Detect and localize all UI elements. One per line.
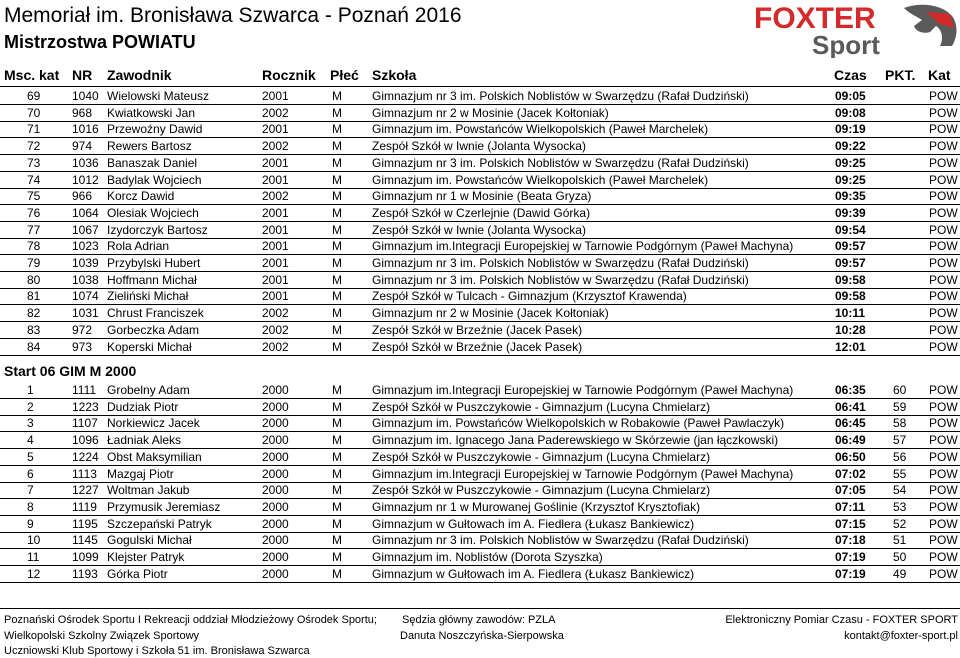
cell-kat: POW (929, 105, 958, 120)
table-row (0, 399, 960, 416)
cell-msc: 1 (27, 383, 34, 397)
cell-sex: M (332, 222, 342, 237)
cell-sex: M (332, 105, 342, 120)
cell-year: 2000 (262, 383, 289, 397)
cell-kat: POW (929, 533, 958, 548)
cell-msc: 83 (27, 322, 41, 337)
table-row (0, 322, 960, 339)
cell-year: 2000 (262, 416, 289, 431)
cell-sex: M (332, 516, 342, 531)
table-row (0, 482, 960, 499)
cell-kat: POW (929, 306, 958, 321)
cell-year: 2002 (262, 322, 289, 337)
cell-nr: 1064 (72, 205, 99, 220)
cell-name: Kwiatkowski Jan (107, 105, 196, 120)
cell-time: 09:54 (835, 222, 866, 237)
col-name-header: Zawodnik (107, 67, 172, 83)
cell-school: Gimnazjum im. Powstańców Wielkopolskich w Robakowie (Paweł Pawlaczyk) (372, 416, 785, 431)
table-row (0, 88, 960, 105)
cell-nr: 1227 (72, 483, 99, 498)
cell-year: 2000 (262, 433, 289, 448)
cell-year: 2002 (262, 105, 289, 120)
cell-time: 10:28 (835, 322, 866, 337)
cell-nr: 1031 (72, 306, 99, 321)
cell-school: Gimnazjum w Gułtowach im A. Fiedlera (Łukasz Bankiewicz) (372, 516, 695, 531)
table-row (0, 205, 960, 222)
table-row (0, 382, 960, 399)
cell-time: 09:57 (835, 256, 866, 270)
cell-sex: M (332, 122, 342, 137)
table-row (0, 188, 960, 205)
cell-nr: 1040 (72, 89, 99, 103)
cell-year: 2002 (262, 189, 289, 204)
cell-nr: 1113 (72, 466, 97, 481)
cell-kat: POW (929, 222, 958, 237)
cell-pkt: 57 (893, 433, 907, 448)
cell-msc: 82 (27, 306, 41, 321)
col-school-header: Szkoła (372, 67, 417, 83)
cell-kat: POW (929, 566, 958, 581)
cell-msc: 79 (27, 256, 41, 270)
cell-nr: 1012 (72, 172, 99, 187)
cell-sex: M (332, 416, 342, 431)
cell-name: Gogulski Michał (107, 533, 192, 548)
cell-kat: POW (929, 322, 958, 337)
cell-time: 09:25 (835, 155, 866, 170)
cell-name: Koperski Michał (107, 339, 192, 354)
cell-name: Izydorczyk Bartosz (107, 222, 208, 237)
cell-name: Przymusik Jeremiasz (107, 499, 221, 514)
cell-nr: 1223 (72, 399, 99, 414)
cell-year: 2001 (262, 122, 289, 137)
footer-contact[interactable]: kontakt@foxter-sport.pl (844, 630, 958, 642)
cell-year: 2000 (262, 516, 289, 531)
table-row (0, 466, 960, 483)
table-row (0, 121, 960, 138)
cell-year: 2000 (262, 533, 289, 548)
cell-time: 09:57 (835, 239, 866, 254)
cell-school: Gimnazjum im. Ignacego Jana Paderewskiego w Skórzewie (jan łączkowski) (372, 433, 779, 448)
cell-nr: 1107 (72, 416, 98, 431)
col-nr-header: NR (72, 67, 93, 83)
cell-sex: M (332, 449, 342, 464)
cell-school: Gimnazjum nr 3 im. Polskich Noblistów w Swarzędzu (Rafał Dudziński) (372, 272, 749, 287)
cell-nr: 1099 (72, 550, 99, 564)
cell-kat: POW (929, 239, 958, 254)
cell-kat: POW (929, 433, 958, 448)
cell-sex: M (332, 172, 342, 187)
cell-kat: POW (929, 189, 958, 204)
footer-timing: Elektroniczny Pomiar Czasu - FOXTER SPORT (725, 614, 958, 626)
table-row (0, 339, 960, 356)
cell-sex: M (332, 306, 342, 321)
cell-school: Gimnazjum nr 1 w Murowanej Goślinie (Krzysztof Krysztofiak) (372, 499, 701, 514)
cell-sex: M (332, 289, 342, 304)
cell-sex: M (332, 205, 342, 220)
cell-pkt: 58 (893, 416, 907, 431)
cell-nr: 1224 (72, 449, 99, 464)
cell-pkt: 55 (893, 466, 907, 481)
cell-pkt: 52 (893, 516, 907, 531)
cell-school: Gimnazjum im. Powstańców Wielkopolskich (Paweł Marchelek) (372, 122, 709, 137)
cell-nr: 1111 (72, 383, 97, 397)
cell-nr: 1193 (72, 566, 98, 581)
cell-sex: M (332, 383, 342, 397)
cell-nr: 1039 (72, 256, 99, 270)
cell-name: Klejster Patryk (107, 550, 185, 564)
cell-time: 07:11 (835, 499, 866, 514)
cell-sex: M (332, 272, 342, 287)
cell-msc: 69 (27, 89, 41, 103)
cell-pkt: 56 (893, 449, 907, 464)
cell-year: 2002 (262, 306, 289, 321)
cell-nr: 1036 (72, 155, 99, 170)
table-row (0, 138, 960, 155)
cell-kat: POW (929, 205, 958, 220)
table-row (0, 105, 960, 122)
cell-name: Badylak Wojciech (107, 172, 202, 187)
footer-judge-name: Danuta Noszczyńska-Sierpowska (400, 630, 564, 642)
cell-msc: 74 (27, 172, 41, 187)
cell-year: 2000 (262, 550, 289, 564)
cell-nr: 973 (72, 339, 93, 354)
cell-school: Gimnazjum im.Integracji Europejskiej w Tarnowie Podgórnym (Paweł Machyna) (372, 466, 794, 481)
cell-sex: M (332, 322, 342, 337)
table-row (0, 415, 960, 432)
cell-nr: 1145 (72, 533, 98, 548)
cell-msc: 7 (27, 483, 34, 498)
table-row (0, 255, 960, 272)
cell-name: Chrust Franciszek (107, 306, 204, 321)
cell-year: 2002 (262, 139, 289, 154)
cell-pkt: 59 (893, 399, 907, 414)
cell-school: Gimnazjum nr 3 im. Polskich Noblistów w Swarzędzu (Rafał Dudziński) (372, 89, 749, 103)
cell-pkt: 54 (893, 483, 907, 498)
cell-msc: 9 (27, 516, 34, 531)
cell-name: Norkiewicz Jacek (107, 416, 200, 431)
cell-nr: 968 (72, 105, 93, 120)
cell-time: 07:02 (835, 466, 866, 481)
cell-year: 2000 (262, 566, 289, 581)
cell-name: Dudziak Piotr (107, 399, 179, 414)
cell-school: Gimnazjum nr 1 w Mosinie (Beata Gryza) (372, 189, 592, 204)
cell-name: Przewoźny Dawid (107, 122, 203, 137)
cell-sex: M (332, 433, 342, 448)
cell-name: Hoffmann Michał (107, 272, 197, 287)
cell-time: 06:50 (835, 449, 866, 464)
cell-year: 2001 (262, 155, 289, 170)
cell-sex: M (332, 466, 342, 481)
table-row (0, 532, 960, 549)
cell-time: 06:35 (835, 383, 866, 397)
cell-time: 09:05 (835, 89, 866, 103)
cell-name: Obst Maksymilian (107, 449, 202, 464)
cell-year: 2001 (262, 172, 289, 187)
cell-time: 07:15 (835, 516, 866, 531)
table-row (0, 238, 960, 255)
cell-msc: 80 (27, 272, 41, 287)
cell-pkt: 50 (893, 550, 907, 564)
cell-school: Zespół Szkół w Puszczykowie - Gimnazjum (Lucyna Chmielarz) (372, 483, 711, 498)
cell-name: Gorbeczka Adam (107, 322, 200, 337)
cell-msc: 81 (27, 289, 41, 304)
cell-sex: M (332, 139, 342, 154)
cell-time: 09:08 (835, 105, 866, 120)
cell-msc: 2 (27, 399, 34, 414)
cell-sex: M (332, 399, 342, 414)
cell-kat: POW (929, 483, 958, 498)
cell-school: Gimnazjum im.Integracji Europejskiej w Tarnowie Podgórnym (Paweł Machyna) (372, 383, 794, 397)
cell-sex: M (332, 256, 342, 270)
cell-school: Zespół Szkół w Brzeźnie (Jacek Pasek) (372, 322, 583, 337)
section-title: Start 06 GIM M 2000 (4, 363, 137, 379)
logo-top-text: FOXTER (754, 2, 876, 35)
cell-school: Zespół Szkół w Tulcach - Gimnazjum (Krzysztof Krawenda) (372, 289, 687, 304)
footer-judge-label: Sędzia główny zawodów: PZLA (402, 614, 556, 626)
page-title: Memoriał im. Bronisława Szwarca - Poznań 2016 (4, 4, 462, 27)
foxter-sport-logo (754, 2, 959, 58)
cell-msc: 6 (27, 466, 34, 481)
cell-nr: 1195 (72, 516, 98, 531)
cell-time: 06:41 (835, 399, 866, 414)
cell-name: Grobelny Adam (107, 383, 190, 397)
cell-time: 09:19 (835, 122, 866, 137)
table-row (0, 432, 960, 449)
cell-name: Woltman Jakub (107, 483, 190, 498)
table-row (0, 549, 960, 566)
cell-msc: 3 (27, 416, 34, 431)
table-row (0, 155, 960, 172)
cell-school: Gimnazjum im. Noblistów (Dorota Szyszka) (372, 550, 603, 564)
cell-school: Zespół Szkół w Iwnie (Jolanta Wysocka) (372, 139, 586, 154)
horse-head-icon (904, 5, 957, 46)
cell-msc: 11 (27, 550, 40, 564)
footer-org-3: Uczniowski Klub Sportowy i Szkoła 51 im. Bronisława Szwarca (4, 645, 310, 657)
cell-school: Gimnazjum im.Integracji Europejskiej w Tarnowie Podgórnym (Paweł Machyna) (372, 239, 794, 254)
table-row (0, 449, 960, 466)
cell-year: 2001 (262, 222, 289, 237)
cell-kat: POW (929, 289, 958, 304)
cell-name: Ładniak Aleks (107, 433, 182, 448)
table-row (0, 305, 960, 322)
cell-sex: M (332, 483, 342, 498)
cell-school: Zespół Szkół w Iwnie (Jolanta Wysocka) (372, 222, 586, 237)
cell-name: Rewers Bartosz (107, 139, 192, 154)
cell-school: Zespół Szkół w Brzeźnie (Jacek Pasek) (372, 339, 583, 354)
cell-msc: 4 (27, 433, 34, 448)
cell-year: 2000 (262, 399, 289, 414)
cell-nr: 1067 (72, 222, 99, 237)
cell-time: 06:45 (835, 416, 866, 431)
cell-sex: M (332, 189, 342, 204)
cell-kat: POW (929, 256, 958, 270)
cell-sex: M (332, 533, 342, 548)
cell-nr: 1119 (72, 499, 97, 514)
cell-kat: POW (929, 550, 958, 564)
cell-msc: 75 (27, 189, 41, 204)
cell-school: Zespół Szkół w Puszczykowie - Gimnazjum (Lucyna Chmielarz) (372, 399, 711, 414)
cell-kat: POW (929, 399, 958, 414)
table-row (0, 499, 960, 516)
table-row (0, 272, 960, 289)
cell-msc: 71 (27, 122, 41, 137)
cell-time: 07:19 (835, 550, 866, 564)
col-pkt-header: PKT. (885, 67, 916, 83)
cell-msc: 8 (27, 499, 34, 514)
cell-time: 09:25 (835, 172, 866, 187)
cell-year: 2001 (262, 205, 289, 220)
cell-nr: 974 (72, 139, 93, 154)
cell-kat: POW (929, 449, 958, 464)
col-msc-header: Msc. kat (4, 67, 60, 83)
cell-school: Zespół Szkół w Puszczykowie - Gimnazjum (Lucyna Chmielarz) (372, 449, 711, 464)
footer-org-1: Poznański Ośrodek Sportu I Rekreacji oddział Młodzieżowy Ośrodek Sportu; (4, 614, 377, 626)
cell-sex: M (332, 89, 342, 103)
cell-school: Gimnazjum nr 3 im. Polskich Noblistów w Swarzędzu (Rafał Dudziński) (372, 533, 749, 548)
cell-year: 2000 (262, 483, 289, 498)
cell-nr: 972 (72, 322, 93, 337)
cell-year: 2002 (262, 339, 289, 354)
cell-kat: POW (929, 466, 958, 481)
cell-msc: 84 (27, 339, 41, 354)
cell-name: Mazgaj Piotr (107, 466, 174, 481)
cell-kat: POW (929, 416, 958, 431)
cell-name: Szczepański Patryk (107, 516, 212, 531)
header-divider (0, 86, 960, 87)
cell-school: Gimnazjum w Gułtowach im A. Fiedlera (Łukasz Bankiewicz) (372, 566, 695, 581)
cell-school: Gimnazjum nr 3 im. Polskich Noblistów w Swarzędzu (Rafał Dudziński) (372, 256, 749, 270)
table-row (0, 566, 960, 583)
cell-time: 07:19 (835, 566, 866, 581)
cell-year: 2000 (262, 449, 289, 464)
cell-kat: POW (929, 383, 958, 397)
cell-msc: 77 (27, 222, 41, 237)
cell-time: 09:35 (835, 189, 866, 204)
cell-msc: 73 (27, 155, 41, 170)
cell-time: 10:11 (835, 306, 866, 321)
cell-time: 07:18 (835, 533, 866, 548)
cell-school: Gimnazjum nr 2 w Mosinie (Jacek Kołtoniak) (372, 306, 609, 321)
cell-msc: 12 (27, 566, 41, 581)
cell-name: Rola Adrian (107, 239, 170, 254)
col-time-header: Czas (834, 67, 867, 83)
cell-kat: POW (929, 339, 958, 354)
cell-kat: POW (929, 516, 958, 531)
cell-kat: POW (929, 499, 958, 514)
cell-nr: 1038 (72, 272, 99, 287)
cell-pkt: 49 (893, 566, 907, 581)
cell-pkt: 53 (893, 499, 907, 514)
table-row (0, 222, 960, 239)
cell-kat: POW (929, 139, 958, 154)
page-subtitle: Mistrzostwa POWIATU (4, 32, 196, 52)
cell-sex: M (332, 155, 342, 170)
cell-time: 09:58 (835, 289, 866, 304)
cell-sex: M (332, 339, 342, 354)
cell-nr: 1023 (72, 239, 99, 254)
cell-msc: 10 (27, 533, 41, 548)
cell-msc: 72 (27, 139, 41, 154)
cell-time: 09:39 (835, 205, 866, 220)
table-row (0, 172, 960, 189)
cell-kat: POW (929, 272, 958, 287)
cell-time: 12:01 (835, 339, 866, 354)
cell-kat: POW (929, 122, 958, 137)
cell-msc: 76 (27, 205, 41, 220)
cell-year: 2000 (262, 466, 289, 481)
cell-year: 2001 (262, 272, 289, 287)
cell-kat: POW (929, 89, 958, 103)
col-kat-header: Kat (928, 67, 951, 83)
cell-kat: POW (929, 172, 958, 187)
cell-time: 09:22 (835, 139, 866, 154)
cell-year: 2001 (262, 256, 289, 270)
cell-name: Korcz Dawid (107, 189, 175, 204)
cell-name: Banaszak Daniel (107, 155, 198, 170)
cell-year: 2001 (262, 239, 289, 254)
cell-year: 2000 (262, 499, 289, 514)
col-year-header: Rocznik (262, 67, 316, 83)
cell-nr: 1016 (72, 122, 99, 137)
cell-kat: POW (929, 155, 958, 170)
logo-bottom-text: Sport (812, 30, 880, 58)
cell-name: Olesiak Wojciech (107, 205, 199, 220)
cell-nr: 966 (72, 189, 93, 204)
cell-school: Gimnazjum nr 2 w Mosinie (Jacek Kołtoniak) (372, 105, 609, 120)
cell-year: 2001 (262, 89, 289, 103)
cell-pkt: 51 (893, 533, 907, 548)
cell-time: 07:05 (835, 483, 866, 498)
cell-name: Górka Piotr (107, 566, 168, 581)
table-header (0, 66, 960, 86)
cell-name: Wielowski Mateusz (107, 89, 210, 103)
cell-sex: M (332, 239, 342, 254)
cell-nr: 1096 (72, 433, 99, 448)
cell-sex: M (332, 499, 342, 514)
col-sex-header: Płeć (330, 67, 359, 83)
cell-year: 2001 (262, 289, 289, 304)
cell-sex: M (332, 550, 342, 564)
table-row (0, 516, 960, 533)
cell-msc: 70 (27, 105, 41, 120)
cell-school: Gimnazjum im. Powstańców Wielkopolskich (Paweł Marchelek) (372, 172, 709, 187)
cell-pkt: 60 (893, 383, 907, 397)
cell-name: Przybylski Hubert (107, 256, 201, 270)
footer-divider (0, 608, 960, 609)
cell-msc: 78 (27, 239, 41, 254)
table-row (0, 288, 960, 305)
cell-school: Gimnazjum nr 3 im. Polskich Noblistów w Swarzędzu (Rafał Dudziński) (372, 155, 749, 170)
cell-school: Zespół Szkół w Czerlejnie (Dawid Górka) (372, 205, 591, 220)
cell-sex: M (332, 566, 342, 581)
cell-nr: 1074 (72, 289, 99, 304)
footer-org-2: Wielkopolski Szkolny Związek Sportowy (4, 630, 200, 642)
cell-msc: 5 (27, 449, 34, 464)
cell-time: 09:58 (835, 272, 866, 287)
cell-name: Zieliński Michał (107, 289, 189, 304)
cell-time: 06:49 (835, 433, 866, 448)
